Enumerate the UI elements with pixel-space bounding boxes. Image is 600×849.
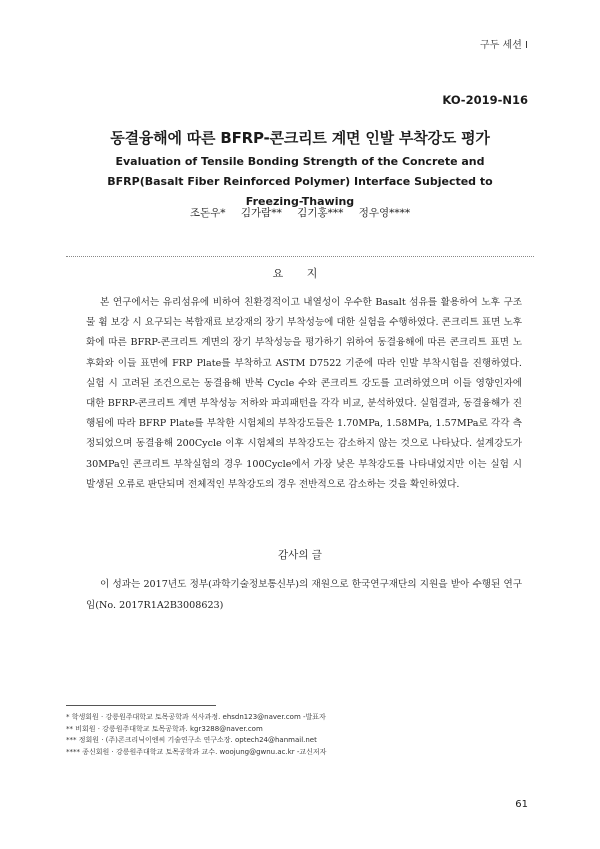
author: 김가람** xyxy=(240,207,282,219)
author: 정우영**** xyxy=(358,207,411,219)
footnote: *** 정회원 · (주)콘크리닉이엔씨 기술연구소 연구소장. optech24@hanmail.net xyxy=(66,736,317,744)
footnote-divider xyxy=(66,705,216,706)
abstract-heading: 요 지 xyxy=(272,267,328,280)
acknowledgement-body: 이 성과는 2017년도 정부(과학기술정보통신부)의 재원으로 한국연구재단의 지원을 받아 수행된 연구임(No. 2017R1A2B3008623) xyxy=(86,579,522,611)
abstract-body: 본 연구에서는 유리섬유에 비하여 친환경적이고 내열성이 우수한 Basalt 섬유를 활용하여 노후 구조물 휨 보강 시 요구되는 복합재료 보강재의 장기 부착성능에 대한 실험을 수행하였다. 콘크리트 표면 노후화에 따른 BFRP-콘크리트 계면의 장기 부착성능을 평가하기 위하여 동결융해에 따른 콘크리트 표면 노후화와 이들 표면에 FRP Plate를 부착하고 ASTM D7522 기준에 따라 인발 부착시험을 진행하였다. 실험 시 고려된 조건으로는 동결융해 반복 Cycle 수와 콘크리트 강도를 고려하였으며 이들 영향인자에 대한 BFRP-콘크리트 계면 부착성능 저하와 파괴패턴을 각각 비교, 분석하였다. 실험결과, 동결융해가 진행됨에 따라 BFRP Plate를 부착한 시험체의 부착강도들은 1.70MPa, 1.58MPa, 1.57MPa로 각각 측정되었으며 동결융해 200Cycle 이후 시험체의 부착강도는 감소하지 않는 것으로 나타났다. 설계강도가 30MPa인 콘크리트 부착실험의 경우 100Cycle에서 가장 낮은 부착강도를 나타내었지만 이는 실험 시 발생된 오류로 판단되며 전체적인 부착강도의 경우 전반적으로 감소하는 것을 확인하였다. xyxy=(86,297,522,490)
author-list xyxy=(0,205,600,220)
footnote: **** 종신회원 · 강릉원주대학교 토목공학과 교수. woojung@gwnu.ac.kr -교신저자 xyxy=(66,747,327,756)
acknowledgement-heading: 감사의 글 xyxy=(278,549,322,561)
title-korean: 동결융해에 따른 BFRP-콘크리트 계면 인발 부착강도 평가 xyxy=(110,129,490,147)
author: 조돈우* xyxy=(189,207,226,219)
footnote: * 학생회원 · 강릉원주대학교 토목공학과 석사과정. ehsdn123@naver.com -발표자 xyxy=(66,713,326,721)
session-header: 구두 세션 I xyxy=(480,40,528,51)
section-divider xyxy=(66,256,534,257)
page-number: 61 xyxy=(515,799,528,810)
paper-code: KO-2019-N16 xyxy=(442,93,528,107)
footnote: ** 비회원 · 강릉원주대학교 토목공학과. kgr3288@naver.com xyxy=(66,724,263,733)
title-english: Evaluation of Tensile Bonding Strength of the Concrete and BFRP(Basalt Fiber Reinforced Polymer) Interface Subjected to Freezing-Thawing xyxy=(107,155,493,208)
author: 김기홍*** xyxy=(297,207,344,219)
footnotes xyxy=(66,712,526,758)
